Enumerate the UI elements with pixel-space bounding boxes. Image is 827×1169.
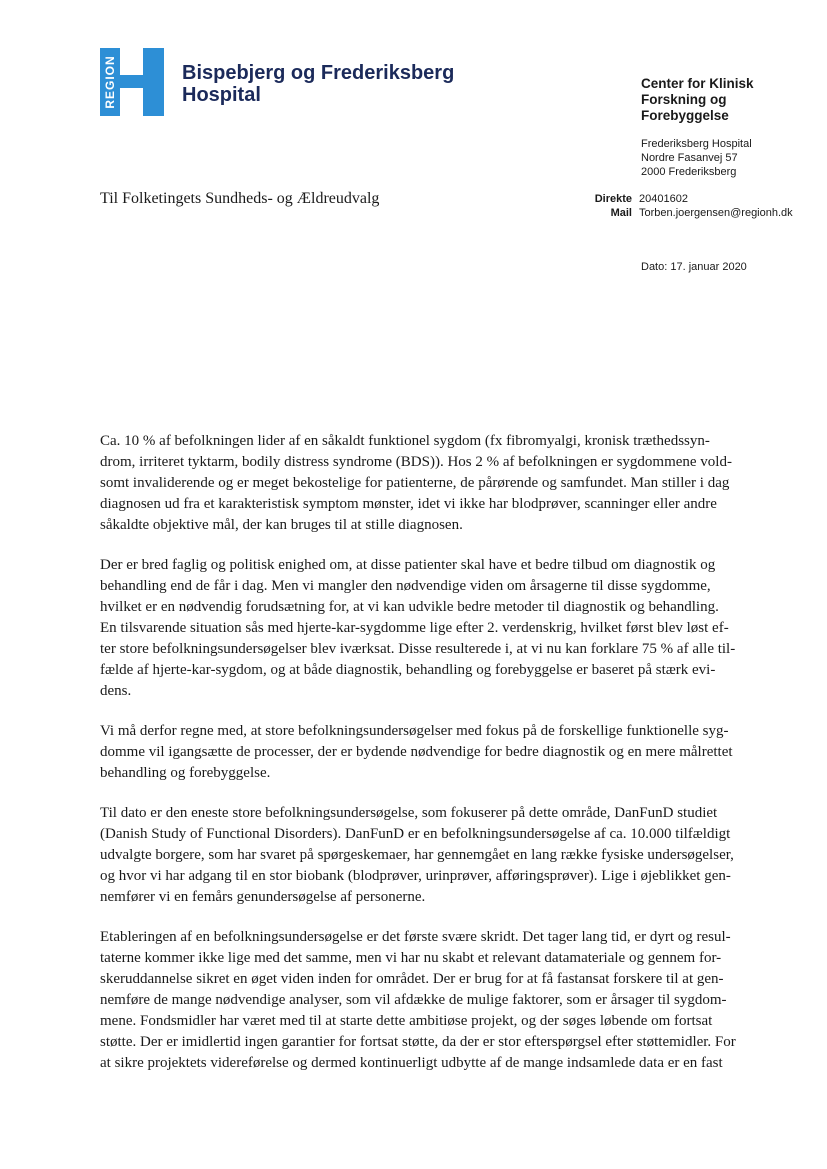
paragraph-line: behandling og forebyggelse. [100,765,271,781]
paragraph-line: Til dato er den eneste store befolkningsundersøgelse, som fokuserer på dette område, DanFunD studiet [100,805,718,821]
paragraph-line: En tilsvarende situation sås med hjerte-kar-sygdomme lige efter 2. verdenskrig, hvilket først blev løst ef- [100,620,729,636]
paragraph-line: Ca. 10 % af befolkningen lider af en såkaldt funktionel sygdom (fx fibromyalgi, kronisk træthedssyn- [100,433,710,449]
paragraph-3 [100,721,740,784]
paragraph-line: mene. Fondsmidler har været med til at starte dette ambitiøse projekt, og der søges løbende om fortsat [100,1013,713,1029]
paragraph-line: somt invaliderende og er meget bekostelige for patienterne, de pårørende og samfundet. Man stiller i dag [100,475,730,491]
paragraph-line: hvilket er en nødvendig forudsætning for, at vi kan udvikle bedre metoder til diagnostik og behandling. [100,599,719,615]
paragraph-line: domme vil igangsætte de processer, der er bydende nødvendige for bedre diagnostik og en mere målrettet [100,744,733,760]
logo-region-text: REGION [103,55,117,109]
recipient-line: Til Folketingets Sundheds- og Ældreudvalg [100,190,380,207]
address-line1: Frederiksberg Hospital [641,138,752,150]
paragraph-line: drom, irriteret tyktarm, bodily distress syndrome (BDS)). Hos 2 % af befolkningen er sygdommene vold- [100,454,732,470]
contact-mail-row [580,206,793,220]
letter-body [100,431,740,1093]
center-name-line2: Forskning og [641,92,727,107]
paragraph-4 [100,803,740,908]
hospital-name-line1: Bispebjerg og Frederiksberg [182,62,455,84]
paragraph-line: Etableringen af en befolkningsundersøgelse er det første svære skridt. Det tager lang tid, er dyrt og resul- [100,929,731,945]
mail-label: Mail [610,207,632,219]
paragraph-line: såkaldte objektive mål, der kan bruges til at stille diagnosen. [100,517,463,533]
paragraph-line: diagnosen ud fra et karakteristisk symptom mønster, idet vi ikke har blodprøver, scanninger eller andre [100,496,717,512]
mail-address: Torben.joergensen@regionh.dk [639,207,793,219]
paragraph-line: Vi må derfor regne med, at store befolkningsundersøgelser med fokus på de forskellige funktionelle syg- [100,723,729,739]
paragraph-line: fælde af hjerte-kar-sygdom, og at både diagnostik, behandling og forebyggelse er baseret på stærk evi- [100,662,716,678]
address-line3: 2000 Frederiksberg [641,166,737,178]
paragraph-line: behandling end de får i dag. Men vi mangler den nødvendige viden om årsagerne til disse sygdomme, [100,578,711,594]
contact-direct-row [580,192,793,206]
letter-date: Dato: 17. januar 2020 [641,261,747,273]
hospital-name [182,62,454,106]
paragraph-line: støtte. Der er imidlertid ingen garantier for fortsat støtte, da der er stor efterspørgsel efter støttemidler. For [100,1034,736,1050]
center-name-line3: Forebyggelse [641,108,729,123]
paragraph-line: skeruddannelse sikret en øget viden inden for området. Der er brug for at få fastansat forskere til at gen- [100,971,724,987]
paragraph-line: nemfører vi en femårs genundersøgelse af personerne. [100,889,426,905]
logo-crossbar [120,75,143,88]
paragraph-line: at sikre projektets videreførelse og dermed kontinuerligt udbytte af de mange indsamlede data er en fast [100,1055,723,1071]
sender-address [641,137,752,179]
paragraph-line: Der er bred faglig og politisk enighed om, at disse patienter skal have et bedre tilbud om diagnostik og [100,557,716,573]
paragraph-line: og hvor vi har adgang til en stor biobank (blodprøver, urinprøver, afføringsprøver). Lige i øjeblikket gen- [100,868,731,884]
region-logo [100,48,164,116]
paragraph-line: udvalgte borgere, som har svaret på spørgeskemaer, har gennemgået en lang række fysiske undersøgelser, [100,847,734,863]
paragraph-line: taterne kommer ikke lige med det samme, men vi har nu skabt et relevant datamateriale og gennem for- [100,950,722,966]
paragraph-line: nemføre de mange nødvendige analyser, som vil afdække de mulige faktorer, som er årsager til sygdom- [100,992,727,1008]
address-line2: Nordre Fasanvej 57 [641,152,738,164]
logo-right-bar [143,48,164,116]
contact-block [580,192,793,220]
center-name [641,76,754,124]
direct-phone: 20401602 [639,193,688,205]
center-name-line1: Center for Klinisk [641,76,754,91]
paragraph-line: ter store befolkningsundersøgelser blev iværksat. Disse resulterede i, at vi nu kan forklare 75 % af alle til- [100,641,736,657]
hospital-name-line2: Hospital [182,84,261,106]
paragraph-line: (Danish Study of Functional Disorders). DanFunD er en befolkningsundersøgelse af ca. 10.000 tilfældigt [100,826,731,842]
direct-label: Direkte [594,193,632,205]
paragraph-5 [100,927,740,1074]
paragraph-2 [100,555,740,702]
paragraph-line: dens. [100,683,132,699]
paragraph-1 [100,431,740,536]
